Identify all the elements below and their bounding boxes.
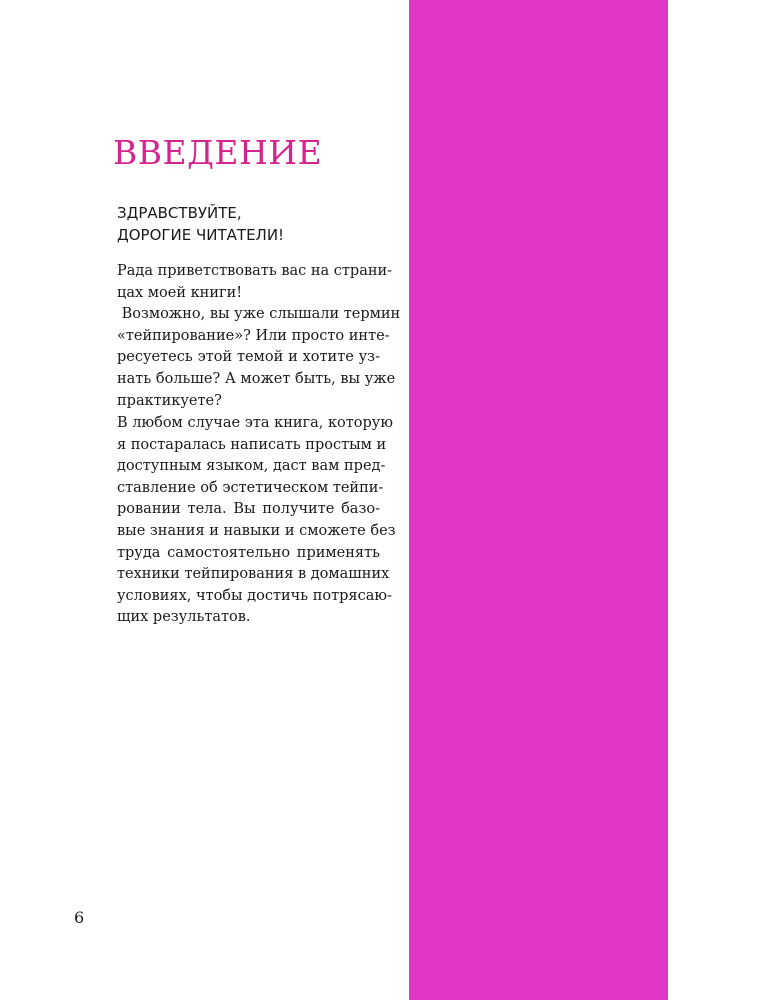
text-line: практикуете?	[117, 392, 222, 409]
text-line: ресуетесь этой темой и хотите уз-	[117, 349, 380, 366]
text-line: цах моей книги!	[117, 284, 243, 301]
text-line: ставление об эстетическом тейпи-	[117, 479, 384, 496]
text-line: Рада приветствовать вас на страни-	[117, 263, 393, 279]
greeting-line: ДОРОГИЕ ЧИТАТЕЛИ!	[117, 226, 285, 244]
text-line: Возможно, вы уже слышали термин	[117, 306, 401, 323]
greeting-line: ЗДРАВСТВУЙТЕ,	[117, 204, 242, 222]
text-line: щих результатов.	[117, 609, 251, 626]
text-line: «тейпирование»? Или просто инте-	[117, 327, 390, 344]
text-line: вые знания и навыки и сможете без	[117, 522, 396, 539]
chapter-title: ВВЕДЕНИЕ	[113, 133, 323, 172]
accent-color-band	[409, 0, 668, 1000]
greeting-heading	[117, 202, 284, 246]
text-line: В любом случае эта книга, которую	[117, 415, 393, 431]
text-line: труда самостоятельно применять	[117, 544, 380, 561]
intro-paragraph-1	[117, 261, 401, 412]
text-line: доступным языком, даст вам пред-	[117, 458, 386, 475]
text-line: ровании тела. Вы получите базо-	[117, 501, 380, 518]
text-line: я постаралась написать простым и	[117, 436, 387, 453]
intro-paragraph-2	[117, 413, 396, 629]
text-line: нать больше? А может быть, вы уже	[117, 370, 396, 387]
text-line: условиях, чтобы достичь потрясаю-	[117, 587, 392, 604]
page-number: 6	[74, 908, 85, 927]
text-line: техники тейпирования в домашних	[117, 566, 390, 583]
